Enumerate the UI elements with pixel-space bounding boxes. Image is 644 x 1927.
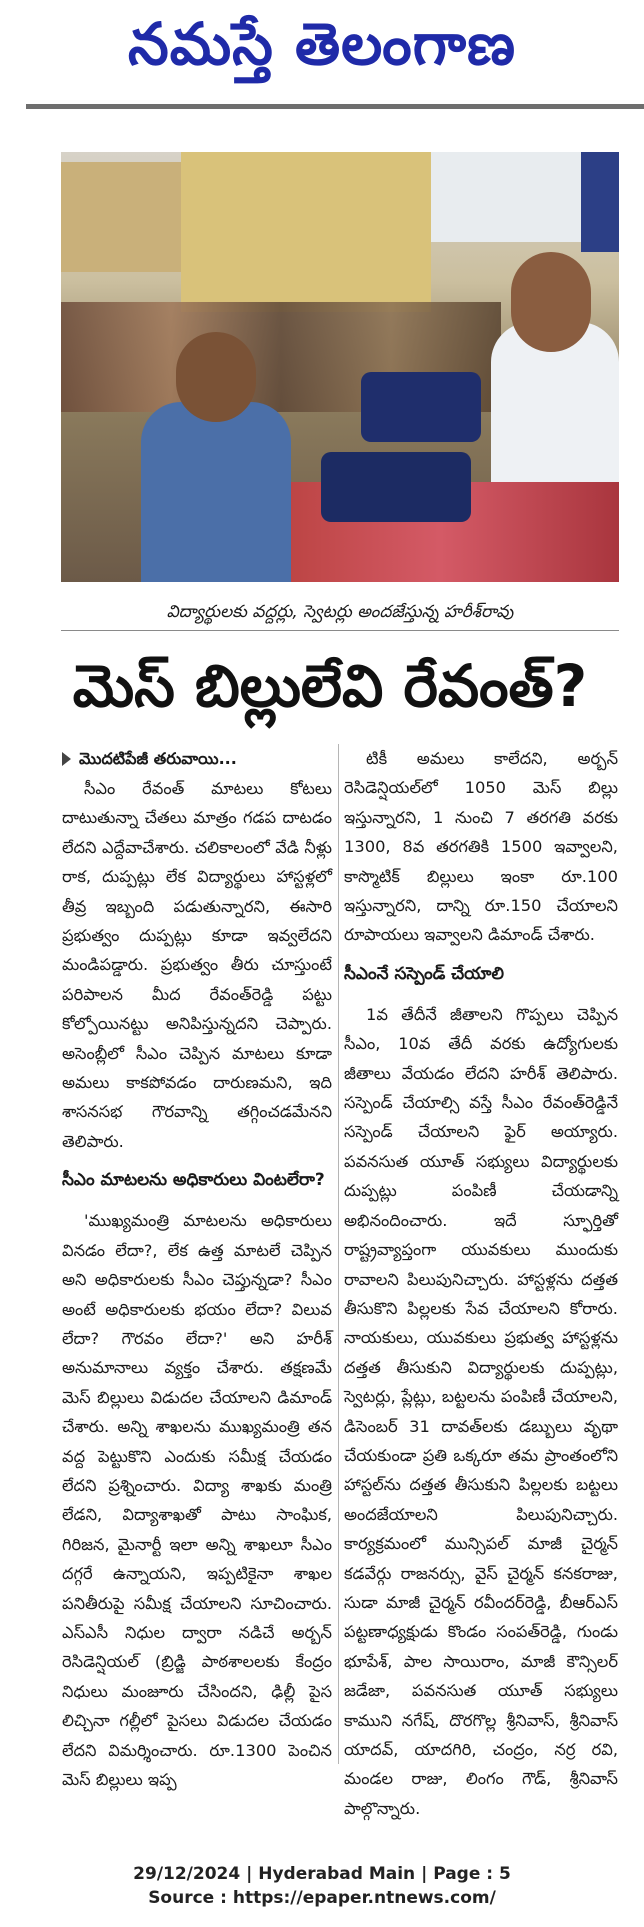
article-column-left xyxy=(62,744,332,1804)
source-link[interactable]: Source : https://epaper.ntnews.com/ xyxy=(148,1888,496,1908)
article-headline: మెస్ బిల్లులేవి రేవంత్? xyxy=(72,652,588,720)
newspaper-logo: నమస్తే తెలంగాణ xyxy=(128,10,516,78)
masthead xyxy=(0,0,644,112)
photo-caption: విద్యార్థులకు వద్దర్లు, స్వెటర్లు అందజేస్తున్న హరీశ్‌రావు xyxy=(61,594,619,631)
edition-info: 29/12/2024 | Hyderabad Main | Page : 5 xyxy=(133,1864,511,1884)
masthead-divider xyxy=(26,104,644,109)
news-photo xyxy=(61,152,619,582)
arrow-right-icon xyxy=(62,752,71,766)
continued-kicker xyxy=(62,744,332,774)
article-subheading: సీఎం మాటలను అధికారులు వింటలేరా? xyxy=(62,1170,325,1191)
article-subheading: సీఎంనే సస్పెండ్ చేయాలి xyxy=(344,963,504,984)
page-footer xyxy=(0,1862,644,1922)
kicker-label: మొదటిపేజీ తరువాయి... xyxy=(79,749,237,769)
column-divider xyxy=(338,744,339,1764)
article-paragraph: 1వ తేదీనే జీతాలని గొప్పలు చెప్పిన సీఎం, 10వ తేదీ వరకు ఉద్యోగులకు జీతాలు వేయడం లేదని హరీశ్ తెలిపారు. సస్పెండ్ చేయాల్సి వస్తే సీఎం రేవంత్‌రెడ్డినే సస్పెండ్ చేయాలని ఫైర్ అయ్యారు. పవనసుత యూత్ సభ్యులు విద్యార్థులకు దుప్పట్లు పంపిణీ చేయడాన్ని అభినందించారు. ఇదే స్ఫూర్తితో రాష్ట్రవ్యాప్తంగా యువకులు ముందుకు రావాలని పిలుపునిచ్చారు. హాస్టళ్లను దత్తత తీసుకొని పిల్లలకు సేవ చేయాలని కోరారు. నాయకులు, యువకులు ప్రభుత్వ హాస్టళ్లను దత్తత తీసుకుని విద్యార్థులకు దుప్పట్లు, స్వెటర్లు, ప్లేట్లు, బట్టలను పంపిణీ చేయాలని, డిసెంబర్ 31 దావత్‌లకు డబ్బులు వృథా చేయకుండా ప్రతి ఒక్కరూ తమ ప్రాంతంలోని హాస్టల్‌ను దత్తత తీసుకుని పిల్లలకు బట్టలు అందజేయాలని పిలుపునిచ్చారు. కార్యక్రమంలో మున్సిపల్ మాజీ చైర్మన్ కడవేర్గు రాజనర్సు, వైస్ చైర్మన్ కనకరాజు, సుడా మాజీ చైర్మన్ రవీందర్‌రెడ్డి, బీఆర్‌ఎస్ పట్టణాధ్యక్షుడు కొండం సంపత్‌రెడ్డి, గుండు భూపేశ్, పాల సాయిరాం, మాజీ కౌన్సిలర్ జడేజా, పవనసుత యూత్ సభ్యులు కాముని నగేష్, దొరగొల్ల శ్రీనివాస్, శ్రీనివాస్ యాదవ్, యాదగిరి, చంద్రం, నర్ర రవి, మండల రాజు, లింగం గౌడ్, శ్రీనివాస్ పాల్గొన్నారు. xyxy=(344,1004,618,1818)
article-paragraph: టికీ అమలు కాలేదని, అర్బన్ రెసిడెన్షియల్‌లో 1050 మెస్ బిల్లు ఇస్తున్నారని, 1 నుంచి 7 తరగతి వరకు 1300, 8వ తరగతికి 1500 ఇవ్వాలని, కాస్మొటిక్ బిల్లులు ఇంకా రూ.100 ఇస్తున్నారని, దాన్ని రూ.150 చేయాలని రూపాయలు ఇవ్వాలని డిమాండ్ చేశారు. xyxy=(344,749,618,945)
article-column-right xyxy=(344,744,618,1833)
article-paragraph: సీఎం రేవంత్ మాటలు కోటలు దాటుతున్నా చేతలు మాత్రం గడప దాటడం లేదని ఎద్దేవాచేశారు. చలికాలంలో వేడి నీళ్లు రాక, దుప్పట్లు లేక విద్యార్థులు హాస్టళ్లలో తీవ్ర ఇబ్బంది పడుతున్నారని, ఈసారి ప్రభుత్వం దుప్పట్లు కూడా ఇవ్వలేదని మండిపడ్డారు. ప్రభుత్వం తీరు చూస్తుంటే పరిపాలన మీద రేవంత్‌రెడ్డి పట్టు కోల్పోయినట్టు అనిపిస్తున్నదని చెప్పారు. అసెంబ్లీలో సీఎం చెప్పిన మాటలు కూడా అమలు కాకపోవడం దారుణమని, ఇది శాసనసభ గౌరవాన్ని తగ్గించడమేనని తెలిపారు. xyxy=(62,779,332,1151)
article-paragraph: 'ముఖ్యమంత్రి మాటలను అధికారులు వినడం లేదా?, లేక ఉత్త మాటలే చెప్పిన అని అధికారులకు సీఎం చెప్తున్నడా? సీఎం అంటే అధికారులకు భయం లేదా? విలువ లేదా? గౌరవం లేదా?' అని హరీశ్ అనుమానాలు వ్యక్తం చేశారు. తక్షణమే మెస్ బిల్లులు విడుదల చేయాలని డిమాండ్ చేశారు. అన్ని శాఖలను ముఖ్యమంత్రి తన వద్ద పెట్టుకొని ఎందుకు సమీక్ష చేయడం లేదని ప్రశ్నించారు. విద్యా శాఖకు మంత్రి లేడని, విద్యాశాఖతో పాటు సాంఘిక, గిరిజన, మైనార్టీ ఇలా అన్ని శాఖలూ సీఎం దగ్గరే ఉన్నాయని, ఇప్పటికైనా శాఖల పనితీరుపై సమీక్ష చేయాలని సూచించారు. ఎస్‌ఎసీ నిధుల ద్వారా నడిచే అర్బన్ రెసిడెన్షియల్ (బ్రిడ్జి పాఠశాలలకు కేంద్రం నిధులు మంజూరు చేసిందని, ఢిల్లీ పైస లిచ్చినా గల్లీలో పైసలు విడుదల చేయడం లేదని విమర్శించారు. రూ.1300 పెంచిన మెస్ బిల్లులు ఇప్ప xyxy=(62,1211,332,1789)
